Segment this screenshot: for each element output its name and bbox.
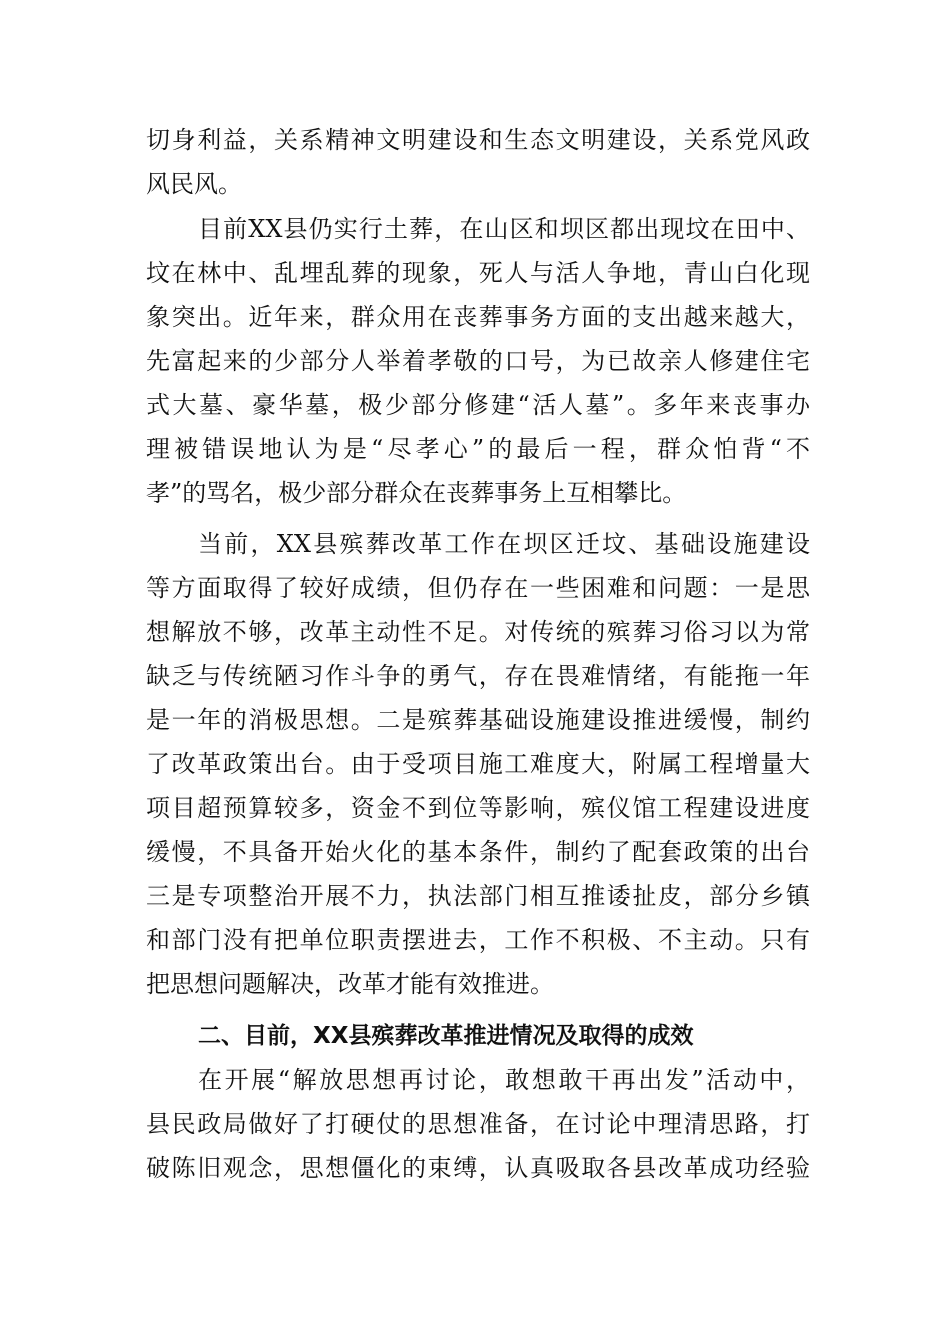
body-text-line: 孝”的骂名，极少部分群众在丧葬事务上互相攀比。 [146, 479, 687, 507]
body-text-line: 项目超预算较多，资金不到位等影响，殡仪馆工程建设进度 [146, 794, 810, 822]
body-text-line: 把思想问题解决，改革才能有效推进。 [146, 970, 554, 998]
body-text-line: 象突出。近年来，群众用在丧葬事务方面的支出越来越大， [146, 303, 810, 331]
body-text-line: 切身利益，关系精神文明建设和生态文明建设，关系党风政 [146, 126, 810, 154]
body-text-line: 坟在林中、乱埋乱葬的现象，死人与活人争地，青山白化现 [146, 259, 810, 287]
paragraph-first-line: 当前，XX县殡葬改革工作在坝区迁坟、基础设施建设 [198, 530, 810, 558]
body-text-line: 是一年的消极思想。二是殡葬基础设施建设推进缓慢，制约 [146, 706, 810, 734]
body-text-line: 先富起来的少部分人举着孝敬的口号，为已故亲人修建住宅 [146, 347, 810, 375]
body-text-line: 式大墓、豪华墓，极少部分修建“活人墓”。多年来丧事办 [146, 391, 810, 419]
body-text-line: 风民风。 [146, 170, 242, 198]
body-text-line: 等方面取得了较好成绩，但仍存在一些困难和问题：一是思 [146, 574, 810, 602]
body-text-line: 缺乏与传统陋习作斗争的勇气，存在畏难情绪，有能拖一年 [146, 662, 810, 690]
body-text-line: 缓慢，不具备开始火化的基本条件，制约了配套政策的出台 [146, 838, 810, 866]
body-text-line: 三是专项整治开展不力，执法部门相互推诿扯皮，部分乡镇 [146, 882, 810, 910]
body-text-line: 了改革政策出台。由于受项目施工难度大，附属工程增量大 [146, 750, 810, 778]
body-text-line: 想解放不够，改革主动性不足。对传统的殡葬习俗习以为常 [146, 618, 810, 646]
section-heading: 二、目前，XX县殡葬改革推进情况及取得的成效 [198, 1023, 694, 1049]
paragraph-first-line: 在开展“解放思想再讨论，敢想敢干再出发”活动中， [198, 1066, 810, 1094]
body-text-line: 理被错误地认为是“尽孝心”的最后一程，群众怕背“不 [146, 435, 810, 463]
body-text-line: 县民政局做好了打硬仗的思想准备，在讨论中理清思路，打 [146, 1110, 810, 1138]
paragraph-first-line: 目前XX县仍实行土葬，在山区和坝区都出现坟在田中、 [198, 215, 810, 243]
body-text-line: 和部门没有把单位职责摆进去，工作不积极、不主动。只有 [146, 926, 810, 954]
body-text-line: 破陈旧观念，思想僵化的束缚，认真吸取各县改革成功经验 [146, 1154, 810, 1182]
